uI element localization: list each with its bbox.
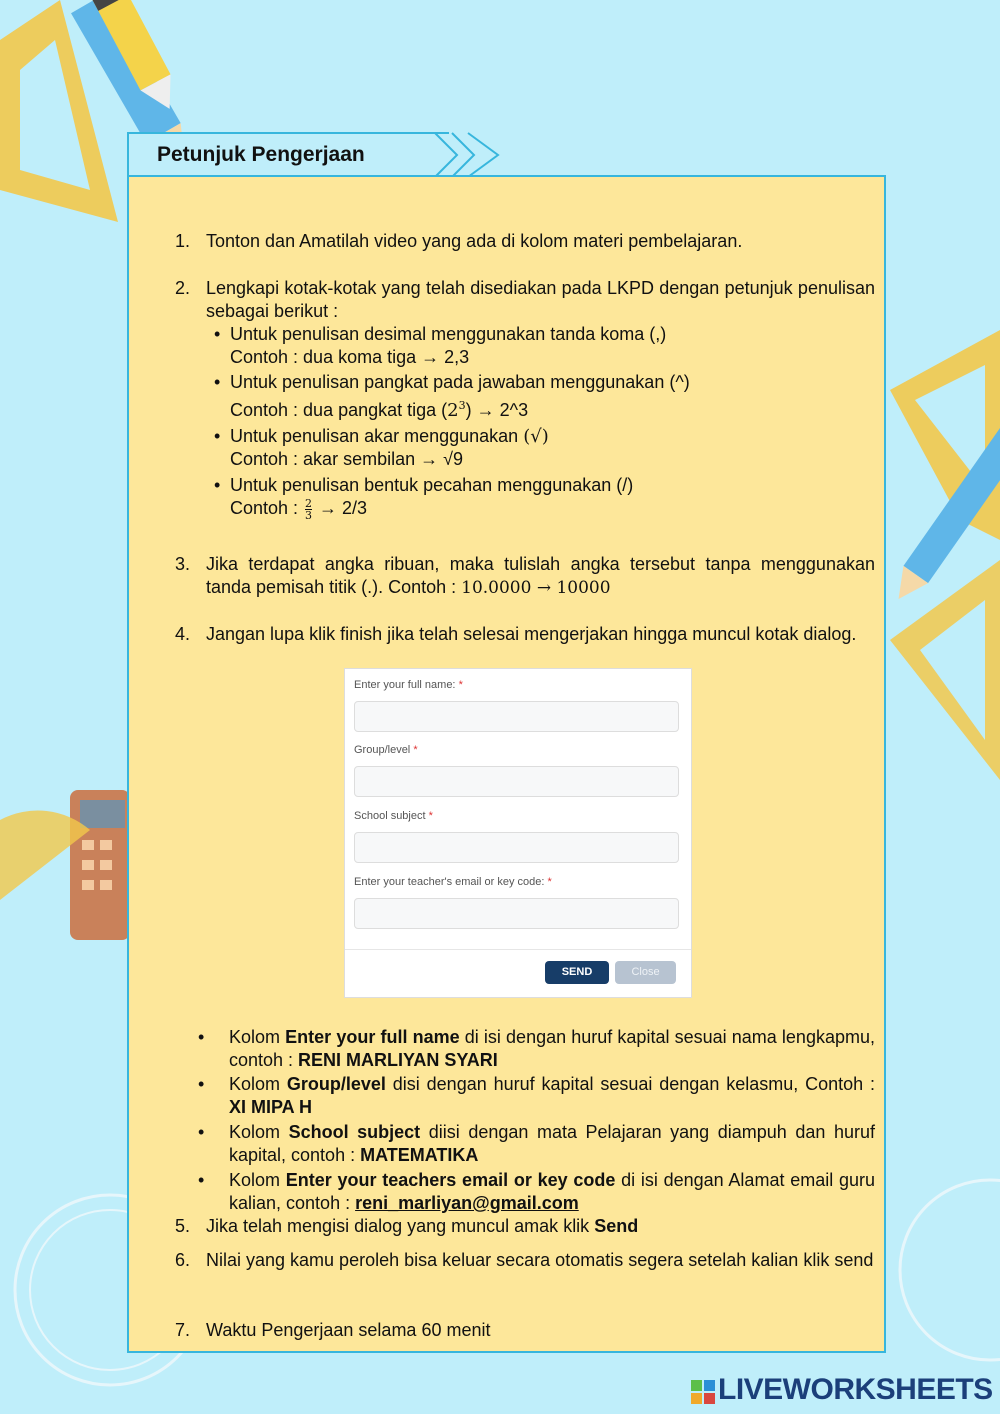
item-number: 6.	[175, 1250, 191, 1270]
bullet-dot: •	[198, 1170, 205, 1190]
send-button[interactable]: SEND	[545, 961, 609, 984]
rule-example: Contoh : akar sembilan → √9	[230, 449, 463, 469]
school-subject-input[interactable]	[354, 832, 679, 863]
item-text: Lengkapi kotak-kotak yang telah disediakan pada LKPD dengan petunjuk penulisan sebagai berikut :	[206, 278, 875, 321]
rule-text: • Untuk penulisan bentuk pecahan menggunakan (/)	[230, 475, 634, 495]
item-body	[206, 277, 875, 521]
instruction-item-3	[175, 553, 875, 601]
rule-example: Contoh : dua pangkat tiga $(2^3)$ → 2^3	[230, 399, 529, 421]
instruction-item-5	[175, 1215, 875, 1238]
item-text: Nilai yang kamu peroleh bisa keluar secara otomatis segera setelah kalian klik send	[206, 1250, 874, 1270]
field-note-group-level: • Kolom Group/level disi dengan huruf kapital sesuai dengan kelasmu, Contoh : XI MIPA H	[198, 1074, 875, 1117]
bullet-dot: •	[198, 1027, 205, 1047]
group-level-label: Group/level *	[354, 744, 418, 756]
rule-example: Contoh : dua koma tiga → 2,3	[230, 347, 470, 367]
submit-dialog-example	[344, 668, 692, 998]
rule-text: • Untuk penulisan akar menggunakan (√)	[230, 426, 549, 447]
close-button[interactable]: Close	[615, 961, 676, 984]
instruction-item-6	[175, 1249, 875, 1309]
item-number: 7.	[175, 1320, 191, 1340]
field-note-school-subject: • Kolom School subject diisi dengan mata Pelajaran yang diampuh dan huruf kapital, contoh : MATEMATIKA	[198, 1122, 875, 1165]
full-name-input[interactable]	[354, 701, 679, 732]
item-number: 5.	[175, 1216, 191, 1236]
fraction: $\frac{2}{3}$	[305, 496, 313, 522]
item-text: Tonton dan Amatilah video yang ada di kolom materi pembelajaran.	[206, 231, 743, 251]
instruction-item-1	[175, 230, 875, 253]
group-level-input[interactable]	[354, 766, 679, 797]
rule-root	[206, 425, 875, 471]
item-text: Jika terdapat angka ribuan, maka tulislah angka tersebut tanpa menggunakan tanda pemisah titik (.). Contoh : 10.0000 → 10000	[206, 554, 875, 598]
full-name-label: Enter your full name: *	[354, 679, 463, 691]
instruction-item-2	[175, 277, 875, 537]
instruction-item-4	[175, 623, 875, 671]
chevron-arrows-icon	[430, 132, 505, 178]
page-title: Petunjuk Pengerjaan	[157, 143, 365, 166]
field-note-full-name: • Kolom Enter your full name di isi dengan huruf kapital sesuai nama lengkapmu, contoh : RENI MARLIYAN SYARI	[198, 1027, 875, 1070]
item-number: 3.	[175, 554, 191, 574]
bullet-dot: •	[198, 1122, 205, 1142]
instruction-item-7	[175, 1319, 875, 1342]
rule-decimal	[206, 323, 875, 369]
dialog-divider	[345, 949, 691, 950]
rule-text: • Untuk penulisan pangkat pada jawaban menggunakan (^)	[230, 372, 690, 392]
rule-fraction	[206, 474, 875, 521]
item-number: 1.	[175, 231, 191, 251]
rule-text: • Untuk penulisan desimal menggunakan tanda koma (,)	[230, 324, 667, 344]
teacher-email-label: Enter your teacher's email or key code: *	[354, 876, 552, 888]
email-example-link: reni_marliyan@gmail.com	[355, 1193, 579, 1213]
item-text: Jika telah mengisi dialog yang muncul amak klik Send	[206, 1216, 639, 1236]
item-text: Jangan lupa klik finish jika telah selesai mengerjakan hingga muncul kotak dialog.	[206, 624, 857, 644]
rule-power	[206, 371, 875, 422]
rule-example: Contoh : $\frac{2}{3}$ → 2/3	[230, 496, 368, 522]
item-text: Waktu Pengerjaan selama 60 menit	[206, 1320, 491, 1340]
item-number: 4.	[175, 624, 191, 644]
field-note-teacher-email: • Kolom Enter your teachers email or key code di isi dengan Alamat email guru kalian, contoh : reni_marliyan@gmail.com	[198, 1170, 875, 1213]
liveworksheets-logo-icon	[691, 1380, 715, 1404]
bullet-dot: •	[198, 1074, 205, 1094]
teacher-email-input[interactable]	[354, 898, 679, 929]
brand-logo: LIVEWORKSHEETS	[718, 1373, 993, 1406]
item-number: 2.	[175, 278, 191, 298]
school-subject-label: School subject *	[354, 810, 433, 822]
